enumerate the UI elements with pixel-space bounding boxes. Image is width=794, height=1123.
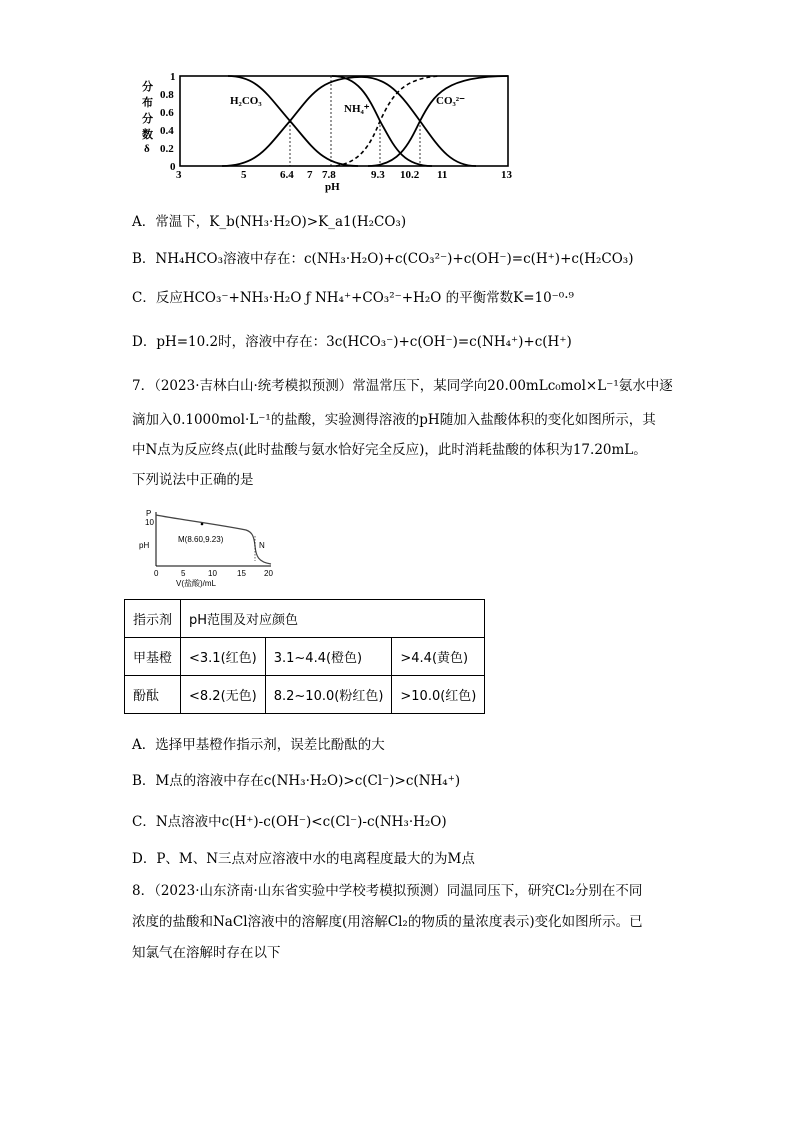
q6-option-c: C．反应HCO₃⁻+NH₃·H₂O ƒ NH₄⁺+CO₃²⁻+H₂O 的平衡常数K=10⁻⁰·⁹ bbox=[132, 290, 574, 306]
curve-label-h2co3: H₂CO₃ bbox=[230, 95, 262, 107]
point-n-label: N bbox=[259, 541, 265, 550]
q6-option-b: B．NH₄HCO₃溶液中存在：c(NH₃·H₂O)+c(CO₃²⁻)+c(OH⁻)=c(H⁺)+c(H₂CO₃) bbox=[132, 251, 634, 267]
y-label-char: 布 bbox=[142, 97, 153, 109]
x-tick-label: 10 bbox=[208, 569, 217, 578]
nh3-dashed-curve bbox=[336, 76, 440, 166]
curve-label-co3: CO₃²⁻ bbox=[436, 95, 465, 107]
table-cell: 3.1~4.4(橙色) bbox=[265, 638, 392, 676]
table-cell: >10.0(红色) bbox=[392, 676, 485, 714]
point-m-marker bbox=[201, 523, 204, 526]
y-axis-label: pH bbox=[139, 541, 150, 550]
y-tick-label: 1 bbox=[170, 71, 176, 83]
indicator-table bbox=[124, 599, 485, 714]
x-tick-label: 7 bbox=[307, 169, 313, 181]
co3-curve bbox=[368, 76, 508, 166]
h2co3-curve bbox=[228, 76, 358, 166]
q7-stem-line: 下列说法中正确的是 bbox=[132, 472, 254, 488]
x-tick-label: 15 bbox=[237, 569, 246, 578]
nh4-curve bbox=[332, 76, 432, 166]
x-tick-label: 5 bbox=[181, 569, 186, 578]
x-tick-label: 20 bbox=[264, 569, 273, 578]
x-tick-label: 6.4 bbox=[280, 169, 294, 181]
plot-frame bbox=[180, 76, 508, 166]
y-tick-label: 0 bbox=[170, 161, 176, 173]
table-header-cell: 指示剂 bbox=[125, 600, 181, 638]
y-tick-label: 0.2 bbox=[160, 143, 174, 155]
hco3-curve bbox=[222, 77, 476, 166]
titration-figure bbox=[136, 506, 286, 591]
table-cell: 酚酞 bbox=[125, 676, 181, 714]
q7-option-c: C．N点溶液中c(H⁺)-c(OH⁻)<c(Cl⁻)-c(NH₃·H₂O) bbox=[132, 814, 447, 830]
point-p-label: P bbox=[146, 509, 152, 518]
y-tick-label: 10 bbox=[145, 518, 154, 527]
x-axis-label: pH bbox=[325, 181, 340, 193]
table-row bbox=[125, 600, 485, 638]
y-tick-label: 0.4 bbox=[160, 125, 174, 137]
table-row bbox=[125, 676, 485, 714]
y-label-char: 数 bbox=[142, 129, 153, 141]
x-tick-label: 9.3 bbox=[371, 169, 385, 181]
x-tick-label: 11 bbox=[437, 169, 448, 181]
table-row bbox=[125, 638, 485, 676]
x-tick-label: 10.2 bbox=[400, 169, 420, 181]
table-cell: 8.2~10.0(粉红色) bbox=[265, 676, 392, 714]
q7-option-b: B．M点的溶液中存在c(NH₃·H₂O)>c(Cl⁻)>c(NH₄⁺) bbox=[132, 773, 461, 789]
x-tick-label: 13 bbox=[501, 169, 512, 181]
table-cell: <3.1(红色) bbox=[181, 638, 266, 676]
x-tick-label: 3 bbox=[176, 169, 182, 181]
q7-option-d: D．P、M、N三点对应溶液中水的电离程度最大的为M点 bbox=[132, 851, 475, 867]
table-cell: <8.2(无色) bbox=[181, 676, 266, 714]
x-tick-label: 5 bbox=[241, 169, 247, 181]
y-label-char: 分 bbox=[142, 81, 153, 93]
q7-stem-line: 中N点为反应终点(此时盐酸与氨水恰好完全反应)，此时消耗盐酸的体积为17.20mL。 bbox=[132, 442, 647, 458]
table-header-cell: pH范围及对应颜色 bbox=[181, 600, 485, 638]
q7-stem-line: 滴加入0.1000mol·L⁻¹的盐酸，实验测得溶液的pH随加入盐酸体积的变化如图所示，其 bbox=[132, 412, 656, 428]
x-tick-label: 7.8 bbox=[322, 169, 336, 181]
q7-option-a: A．选择甲基橙作指示剂，误差比酚酞的大 bbox=[132, 737, 385, 753]
curve-label-nh4: NH₄⁺ bbox=[344, 103, 370, 115]
point-m-label: M(8.60,9.23) bbox=[178, 535, 224, 544]
q8-stem-line: 知氯气在溶解时存在以下 bbox=[132, 945, 281, 961]
q8-stem-line: 8．（2023·山东济南·山东省实验中学校考模拟预测）同温同压下，研究Cl₂分别在不同 bbox=[132, 883, 643, 899]
y-label-char: δ bbox=[144, 143, 150, 155]
q8-stem-line: 浓度的盐酸和NaCl溶液中的溶解度(用溶解Cl₂的物质的量浓度表示)变化如图所示。已 bbox=[132, 914, 643, 930]
q7-stem-line: 7．（2023·吉林白山·统考模拟预测）常温常压下，某同学向20.00mLc₀mol×L⁻¹氨水中逐 bbox=[132, 378, 673, 394]
q6-option-a: A．常温下，K_b(NH₃·H₂O)>K_a1(H₂CO₃) bbox=[132, 214, 407, 230]
x-tick-label: 0 bbox=[154, 569, 159, 578]
distribution-fraction-figure bbox=[140, 66, 530, 196]
y-tick-label: 0.8 bbox=[160, 89, 174, 101]
y-tick-label: 0.6 bbox=[160, 107, 174, 119]
table-cell: 甲基橙 bbox=[125, 638, 181, 676]
table-cell: >4.4(黄色) bbox=[392, 638, 485, 676]
y-label-char: 分 bbox=[142, 113, 153, 125]
x-axis-label: V(盐酸)/mL bbox=[176, 579, 216, 588]
q6-option-d: D．pH=10.2时，溶液中存在：3c(HCO₃⁻)+c(OH⁻)=c(NH₄⁺)+c(H⁺) bbox=[132, 334, 572, 350]
